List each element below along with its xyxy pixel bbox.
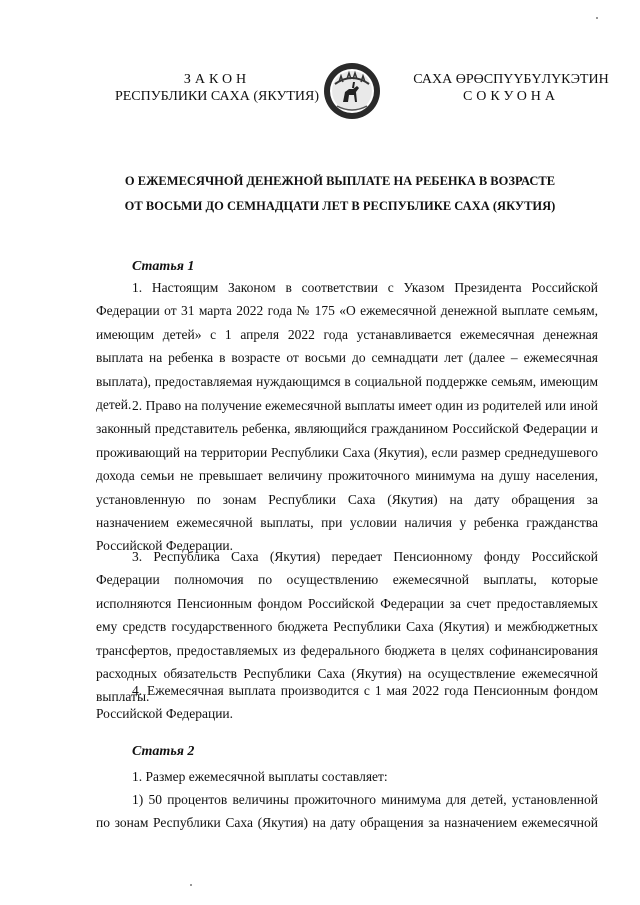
law-title-line2: ОТ ВОСЬМИ ДО СЕМНАДЦАТИ ЛЕТ В РЕСПУБЛИКЕ САХА (ЯКУТИЯ)	[124, 199, 556, 213]
header-left-line2: РЕСПУБЛИКИ САХА (ЯКУТИЯ)	[114, 89, 320, 104]
article-1-paragraph-4: 4. Ежемесячная выплата производится с 1 мая 2022 года Пенсионным фондом Российской Федерации.	[96, 683, 598, 722]
coat-of-arms-icon	[323, 62, 381, 120]
header-right-line2: СОКУОНА	[462, 89, 560, 104]
article-1-heading: Статья 1	[132, 259, 195, 274]
header-left-line1: ЗАКОН	[183, 72, 251, 87]
scan-speck	[190, 884, 192, 886]
header-left	[114, 71, 320, 105]
article-2-paragraph-1: 1. Размер ежемесячной выплаты составляет:	[132, 769, 388, 784]
article-1-paragraph-2: 2. Право на получение ежемесячной выплаты имеет один из родителей или иной законный представитель ребенка, являющийся гражданином Российской Федерации и проживающий на территории Республики Саха (Якутия), если размер среднедушевого дохода семьи не превышает величину прожиточного минимума на душу населения, установленную по зонам Республики Саха (Якутия) на дату обращения за назначением ежемесячной выплаты, при условии наличия у ребенка гражданства Российской Федерации.	[96, 398, 598, 554]
article-1-paragraph-3: 3. Республика Саха (Якутия) передает Пенсионному фонду Российской Федерации полномочия по осуществлению ежемесячной выплаты, которые исполняются Пенсионным фондом Российской Федерации за счет предоставляемых ему средств государственного бюджета Республики Саха (Якутия) и межбюджетных трансфертов, предоставляемых из федерального бюджета в целях софинансирования расходных обязательств Республики Саха (Якутия) на осуществление ежемесячной выплаты.	[96, 549, 598, 705]
article-1-paragraph-1: 1. Настоящим Законом в соответствии с Указом Президента Российской Федерации от 31 марта 2022 года № 175 «О ежемесячной денежной выплате семьям, имеющим детей» с 1 апреля 2022 года устанавливается ежемесячная денежная выплата на ребенка в возрасте от восьми до семнадцати лет (далее – ежемесячная выплата), предоставляемая нуждающимся в социальной поддержке семьям, имеющим детей.	[96, 280, 598, 413]
header-right-line1: САХА ӨРӨСПҮҮБҮЛҮКЭТИН	[413, 72, 609, 87]
scan-speck	[596, 17, 598, 19]
article-2-heading: Статья 2	[132, 744, 195, 759]
law-title	[60, 169, 620, 219]
article-2-paragraph-2: 1) 50 процентов величины прожиточного минимума для детей, установленной по зонам Республики Саха (Якутия) на дату обращения за назначением ежемесячной	[96, 792, 598, 831]
law-title-line1: О ЕЖЕМЕСЯЧНОЙ ДЕНЕЖНОЙ ВЫПЛАТЕ НА РЕБЕНКА В ВОЗРАСТЕ	[124, 174, 556, 188]
header-right	[386, 71, 636, 105]
